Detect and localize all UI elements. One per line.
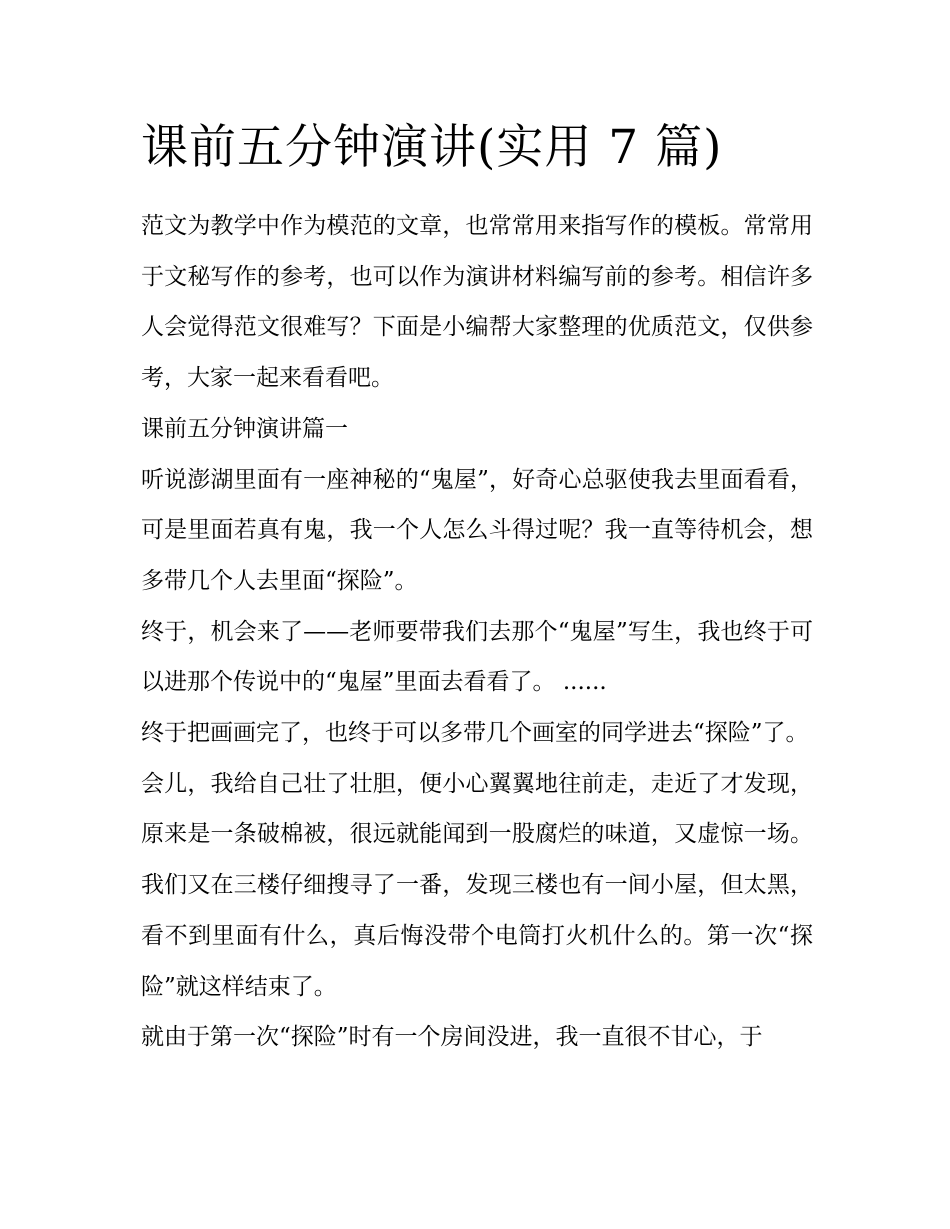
document-title: 课前五分钟演讲(实用 7 篇) [141,120,723,175]
document-body [141,201,813,1063]
body-paragraph: 会儿，我给自己壮了壮胆，便小心翼翼地往前走，走近了才发现，原来是一条破棉被，很远就能闻到一股腐烂的味道，又虚惊一场。我们又在三楼仔细搜寻了一番，发现三楼也有一间小屋，但太黑，看不到里面有什么，真后悔没带个电筒打火机什么的。第一次“探险”就这样结束了。 [141,770,813,1000]
intro-paragraph: 范文为教学中作为模范的文章，也常常用来指写作的模板。常常用于文秘写作的参考，也可以作为演讲材料编写前的参考。相信许多人会觉得范文很难写？下面是小编帮大家整理的优质范文，仅供参考，大家一起来看看吧。 [141,213,813,392]
section-heading: 课前五分钟演讲篇一 [141,415,348,442]
body-paragraph: 终于，机会来了——老师要带我们去那个“鬼屋”写生，我也终于可以进那个传说中的“鬼屋”里面去看看了。 ...... [141,618,813,696]
body-paragraph: 听说澎湖里面有一座神秘的“鬼屋”，好奇心总驱使我去里面看看，可是里面若真有鬼，我一个人怎么斗得过呢？我一直等待机会，想多带几个人去里面“探险”。 [141,466,813,594]
body-paragraph: 终于把画画完了，也终于可以多带几个画室的同学进去“探险”了。 [141,720,809,747]
body-paragraph: 就由于第一次“探险”时有一个房间没进，我一直很不甘心，于 [141,1024,763,1051]
